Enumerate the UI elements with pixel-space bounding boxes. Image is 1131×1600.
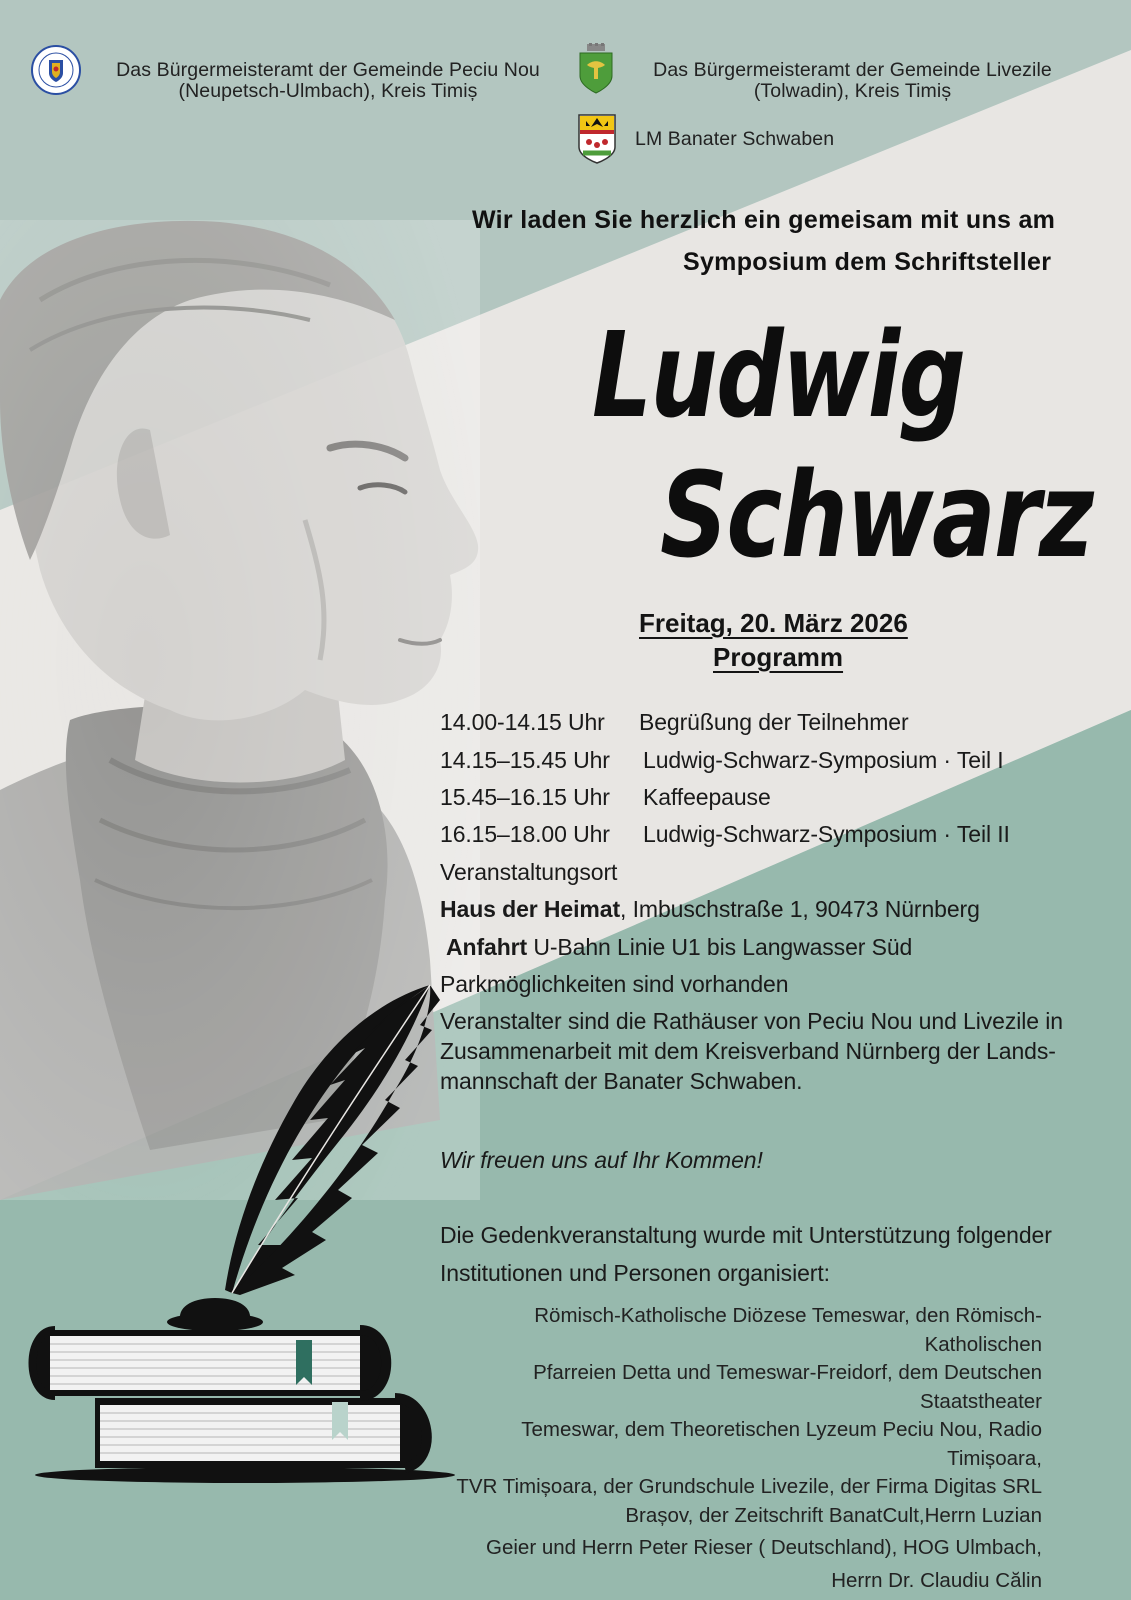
organizer-livezile xyxy=(625,60,1080,102)
sponsor-line: Herrn Dr. Claudiu Călin xyxy=(831,1568,1042,1592)
program-heading: Programm xyxy=(713,642,844,672)
sponsor-line: Geier und Herrn Peter Rieser ( Deutschland), HOG Ulmbach, xyxy=(486,1536,1042,1559)
welcome-message: Wir freuen uns auf Ihr Kommen! xyxy=(440,1147,763,1173)
schedule-time-2: 14.15–15.45 Uhr xyxy=(440,747,610,773)
parking-info: Parkmöglichkeiten sind vorhanden xyxy=(440,971,789,997)
sponsor-line: Brașov, der Zeitschrift BanatCult,Herrn Luzian xyxy=(625,1503,1042,1527)
sponsor-line: TVR Timișoara, der Grundschule Livezile, der Firma Digitas SRL xyxy=(456,1475,1042,1498)
invitation-line2: Symposium dem Schriftsteller xyxy=(683,248,1052,276)
support-line1: Die Gedenkveranstaltung wurde mit Unterstützung folgender xyxy=(440,1222,1052,1248)
portrait-image xyxy=(0,220,480,1200)
organizers-line3: mannschaft der Banater Schwaben. xyxy=(440,1068,803,1094)
support-line2: Institutionen und Personen organisiert: xyxy=(440,1260,830,1286)
sponsor-list xyxy=(430,1302,1042,1595)
venue-label: Veranstaltungsort xyxy=(440,859,618,885)
sponsor-line: Temeswar, dem Theoretischen Lyzeum Peciu Nou, Radio Timișoara, xyxy=(521,1418,1042,1470)
organizers-line2: Zusammenarbeit mit dem Kreisverband Nürnberg der Lands- xyxy=(440,1038,1056,1064)
organizer-livezile-line2: (Tolwadin), Kreis Timiș xyxy=(753,80,952,102)
event-date: Freitag, 20. März 2026 xyxy=(639,608,908,638)
travel-route: U-Bahn Linie U1 bis Langwasser Süd xyxy=(527,934,913,960)
organizers-line1: Veranstalter sind die Rathäuser von Peciu Nou und Livezile in xyxy=(440,1008,1063,1034)
writer-last-name: Schwarz xyxy=(660,446,1093,584)
organizer-livezile-line1: Das Bürgermeisteramt der Gemeinde Livezile xyxy=(653,59,1052,81)
travel-info xyxy=(446,934,912,961)
sponsor-line: Pfarreien Detta und Temeswar-Freidorf, dem Deutschen Staatstheater xyxy=(533,1361,1042,1413)
organizer-peciu-nou xyxy=(88,60,568,102)
schedule-item-2: Ludwig-Schwarz-Symposium · Teil I xyxy=(643,747,1004,773)
organizer-banater-schwaben-label: LM Banater Schwaben xyxy=(635,128,835,150)
sponsor-line: Römisch-Katholische Diözese Temeswar, den Römisch-Katholischen xyxy=(534,1304,1042,1356)
schedule-item-3: Kaffeepause xyxy=(643,784,771,810)
schedule-time-1: 14.00-14.15 Uhr xyxy=(440,709,605,735)
invitation-line1: Wir laden Sie herzlich ein gemeisam mit uns am xyxy=(472,206,1056,234)
travel-label: Anfahrt xyxy=(446,934,528,960)
peciu-nou-seal-icon xyxy=(31,45,81,95)
writer-first-name: Ludwig xyxy=(592,306,965,444)
livezile-coat-of-arms-icon xyxy=(577,43,615,95)
schedule-time-3: 15.45–16.15 Uhr xyxy=(440,784,610,810)
banater-schwaben-coat-of-arms-icon xyxy=(577,113,617,165)
organizer-peciu-nou-line1: Das Bürgermeisteramt der Gemeinde Peciu Nou xyxy=(116,59,540,81)
organizer-banater-schwaben xyxy=(635,129,834,150)
schedule-time-4: 16.15–18.00 Uhr xyxy=(440,821,610,847)
schedule-item-4: Ludwig-Schwarz-Symposium · Teil II xyxy=(643,821,1010,847)
schedule-item-1: Begrüßung der Teilnehmer xyxy=(639,709,909,735)
venue-address xyxy=(440,896,980,923)
venue-name: Haus der Heimat xyxy=(440,896,621,922)
venue-street: , Imbuschstraße 1, 90473 Nürnberg xyxy=(620,896,980,922)
organizer-peciu-nou-line2: (Neupetsch-Ulmbach), Kreis Timiș xyxy=(178,80,478,102)
